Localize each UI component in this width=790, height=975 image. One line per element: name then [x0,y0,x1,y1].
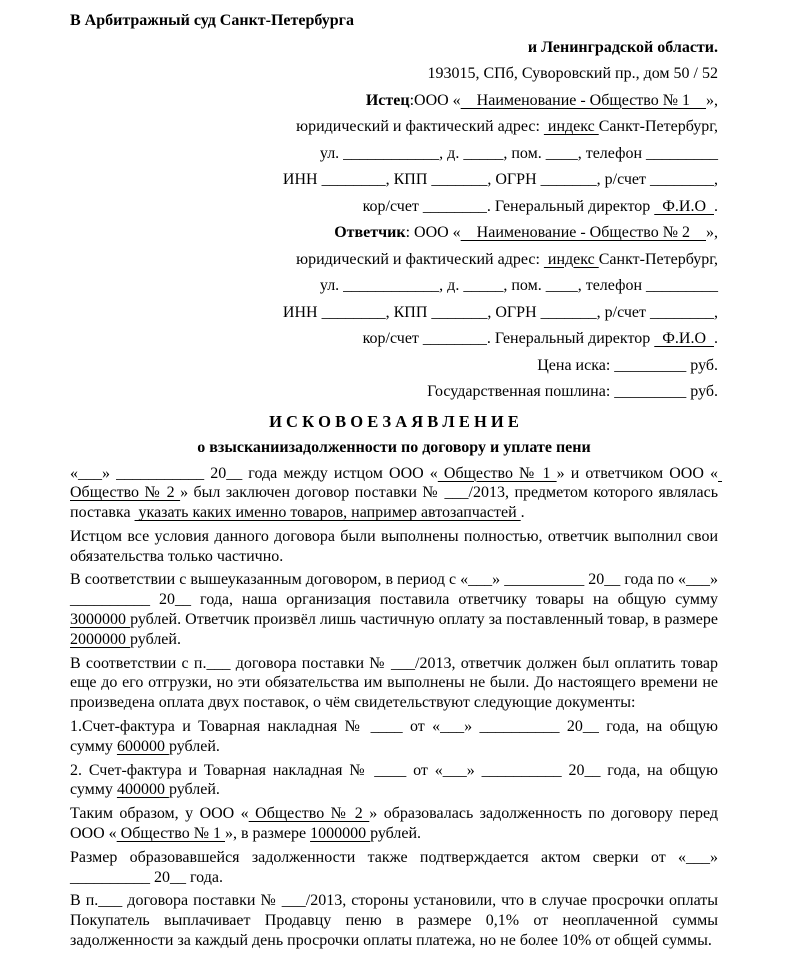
blank-filled: Общество № 1 [116,825,225,843]
claim-price-line [70,353,718,380]
court-address-line [70,61,718,88]
text-run: » образовалась задолженность по договору перед ООО « [70,805,719,843]
blank-filled: Общество № 2 [248,805,370,823]
text-run: Цена иска: _________ руб. [537,356,718,374]
blank-filled: 400000 [116,781,169,799]
state-duty-line [70,379,718,406]
blank-filled: Ф.И.О [654,330,714,347]
paragraph-invoice-1 [70,717,718,757]
paragraph-delivery-sums [70,570,718,649]
text-run: юридический и фактический адрес: [296,118,544,135]
paragraph-payment-terms [70,654,718,713]
text-run: », [706,224,718,241]
paragraph-obligations-partial [70,527,718,567]
document-subtitle: о взысканиизадолженности по договору и уплате пени [197,438,591,456]
text-run: рублей. [370,825,422,843]
text-run: 1.Счет-фактура и Товарная накладная № ____ от «___» __________ 20__ года, на общую сумму [70,718,718,755]
text-run: ул. ____________, д. _____, пом. ____, телефон _________ [319,277,718,294]
text-run: 193015, СПб, Суворовский пр., дом 50 / 52 [427,65,718,82]
blank-filled: индекс [543,250,599,268]
blank-filled: индекс [543,118,599,135]
text-run: В Арбитражный суд Санкт-Петербурга [70,12,354,29]
paragraph-penalty-terms [70,891,718,950]
blank-filled: 1000000 [310,825,371,843]
text-run: Размер образовавшейся задолженности также подтверждается актом сверки от «___» __________ 20__ года. [70,848,718,886]
text-run: кор/счет ________. Генеральный директор [362,330,655,347]
text-run: «___» ___________ 20__ года между истцом ООО « [70,464,438,482]
text-run: кор/счет ________. Генеральный директор [362,197,655,215]
text-run: Истцом все условия данного договора были выполнены полностью, ответчик выполнил свои обязательства только частично. [70,527,718,565]
text-run: » был заключен договор поставки № ___/2013, предметом которого являлась поставка [70,484,718,522]
defendant-requisites-line-2 [70,326,718,353]
text-run: рублей. [168,737,220,755]
text-run: Истец [365,91,410,109]
text-run: : ООО « [405,224,461,241]
document-body [70,464,723,951]
text-run: рублей. [168,781,220,799]
plaintiff-address-line-1 [70,114,718,141]
plaintiff-line [70,88,718,115]
defendant-requisites-line-1 [70,300,718,327]
text-run: » и ответчиком ООО « [556,464,719,482]
text-run: :ООО « [409,91,461,109]
paragraph-invoice-2 [70,761,718,801]
text-run: рублей. [130,630,181,648]
text-run: юридический и фактический адрес: [296,250,544,268]
blank-filled: Ф.И.О [654,197,714,215]
text-run: Государственная пошлина: _________ руб. [427,383,718,400]
blank-filled: Наименование - Общество № 1 [460,91,706,109]
blank-filled: 600000 [116,737,169,755]
text-run: », [706,91,718,109]
text-run: В соответствии с п.___ договора поставки № ___/2013, ответчик должен был оплатить товар еще до его отгрузки, но эти обязательства им выполнены не были. До настоящего времени не произведена оплата двух поставок, о чём свидетельствуют следующие документы: [70,654,718,712]
document-title: И С К О В О Е З А Я В Л Е Н И Е [269,411,519,431]
paragraph-total-debt [70,804,718,844]
text-run: . [714,330,718,347]
text-run: Ответчик [334,224,406,241]
plaintiff-requisites-line-2 [70,194,718,221]
paragraph-contract-conclusion [70,464,723,523]
blank-filled: 2000000 [70,630,130,648]
blank-filled: Общество № 2 [70,464,723,502]
text-run: В соответствии с вышеуказанным договором, в период с «___» __________ 20__ года по «___» __________ 20__ года, наша организация поставила ответчику товары на общую сумму [70,571,718,609]
text-run: . [714,197,718,215]
defendant-address-line-1 [70,247,718,274]
blank-filled: 3000000 [70,611,131,629]
text-run: », в размере [225,825,311,843]
blank-filled: указать каких именно товаров, например автозапчастей [134,504,521,522]
text-run: Санкт-Петербург, [598,250,718,268]
plaintiff-requisites-line-1 [70,167,718,194]
text-run: ул. ____________, д. _____, пом. ____, телефон _________ [319,144,718,162]
court-name-line-2 [70,35,718,62]
plaintiff-address-line-2 [70,141,718,168]
text-run: рублей. Ответчик произвёл лишь частичную оплату за поставленный товар, в размере [130,611,719,629]
text-run: ИНН ________, КПП _______, ОГРН _______, р/счет ________, [282,171,718,188]
defendant-address-line-2 [70,273,718,300]
blank-filled: Наименование - Общество № 2 [460,224,706,241]
text-run: 2. Счет-фактура и Товарная накладная № ____ от «___» __________ 20__ года, на общую сумму [70,761,718,799]
court-name-line-1 [70,8,718,35]
blank-filled: Общество № 1 [437,464,557,482]
text-run: . [520,504,525,522]
paragraph-reconciliation-act [70,848,718,888]
text-run: Таким образом, у ООО « [70,805,249,823]
text-run: ИНН ________, КПП _______, ОГРН _______, р/счет ________, [282,303,718,321]
text-run: Санкт-Петербург, [598,118,718,135]
defendant-line [70,220,718,247]
text-run: В п.___ договора поставки № ___/2013, стороны установили, что в случае просрочки оплаты Покупатель выплачивает Продавцу пеню в размере 0,1% от неоплаченной суммы задолженности за каждый день просрочки оплаты платежа, но не более 10% от общей суммы. [70,892,718,950]
text-run: и Ленинградской области. [527,38,718,56]
document-header [70,8,718,406]
